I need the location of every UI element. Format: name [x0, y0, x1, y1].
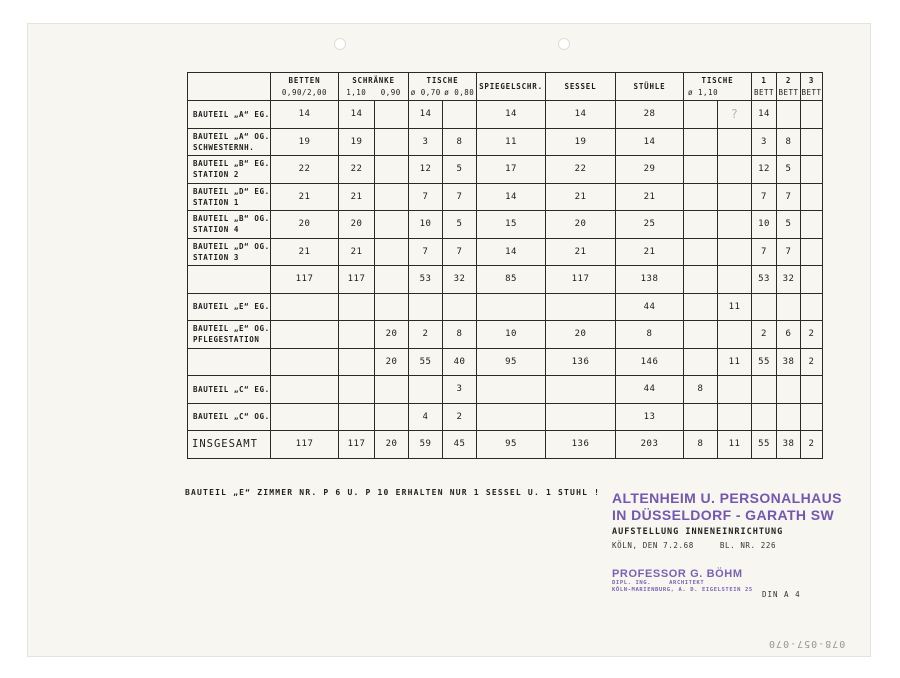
row-label	[188, 376, 271, 404]
punch-hole-right	[558, 38, 570, 50]
table-cell: 5	[777, 156, 801, 184]
row-label-line-2: STATION 3	[193, 252, 240, 262]
row-label-line-1: BAUTEIL „A“ EG.	[193, 109, 270, 119]
table-cell	[546, 293, 616, 321]
table-cell: 15	[477, 211, 546, 239]
table-cell: 11	[718, 293, 752, 321]
table-cell: 22	[271, 156, 339, 184]
table-cell	[375, 376, 409, 404]
row-label	[188, 101, 271, 129]
table-row	[188, 156, 823, 184]
row-label-line-1: BAUTEIL „C“ EG.	[193, 384, 270, 394]
table-cell: 29	[616, 156, 684, 184]
table-cell: 21	[271, 183, 339, 211]
table-cell: 21	[339, 238, 375, 266]
table-cell: 2	[801, 321, 823, 349]
total-cell: 95	[477, 431, 546, 459]
table-cell: 7	[409, 238, 443, 266]
table-cell: 7	[443, 183, 477, 211]
row-label-line-2: STATION 4	[193, 225, 240, 235]
table-cell	[477, 403, 546, 431]
table-cell	[801, 403, 823, 431]
table-cell: 7	[752, 183, 777, 211]
table-row	[188, 321, 823, 349]
table-cell: 14	[271, 101, 339, 129]
table-cell	[801, 211, 823, 239]
table-cell	[752, 293, 777, 321]
punch-hole-left	[334, 38, 346, 50]
table-cell: 8	[443, 128, 477, 156]
table-row	[188, 266, 823, 294]
table-cell	[339, 293, 375, 321]
table-cell	[546, 376, 616, 404]
row-label-line-1: BAUTEIL „D“ EG.	[193, 186, 270, 196]
table-cell: 14	[752, 101, 777, 129]
table-cell	[477, 293, 546, 321]
table-cell: 53	[752, 266, 777, 294]
row-label-line-1: BAUTEIL „B“ EG.	[193, 159, 270, 169]
row-label-line-1: BAUTEIL „C“ OG.	[193, 412, 270, 422]
question-mark: ?	[730, 107, 739, 122]
table-cell	[684, 266, 718, 294]
total-cell: 2	[801, 431, 823, 459]
table-cell	[684, 403, 718, 431]
drawing-subject: AUFSTELLUNG INNENEINRICHTUNG	[612, 527, 784, 537]
sheet-number: BL. NR. 226	[719, 541, 777, 550]
col-stuehle: STÜHLE	[616, 73, 684, 101]
table-cell	[375, 128, 409, 156]
table-cell: 2	[443, 403, 477, 431]
table-cell: 117	[546, 266, 616, 294]
table-cell	[409, 376, 443, 404]
col-betten: BETTEN 0,90/2,00	[271, 73, 339, 101]
total-cell: 55	[752, 431, 777, 459]
table-cell: 21	[546, 238, 616, 266]
table-cell: 117	[271, 266, 339, 294]
table-cell: 55	[752, 348, 777, 376]
row-label-line-2: STATION 2	[193, 170, 240, 180]
table-cell: 138	[616, 266, 684, 294]
table-cell	[684, 101, 718, 129]
table-cell	[801, 156, 823, 184]
table-cell: 21	[616, 183, 684, 211]
table-cell: 4	[409, 403, 443, 431]
row-label	[188, 321, 271, 349]
table-cell: 20	[339, 211, 375, 239]
table-cell	[801, 101, 823, 129]
table-cell	[684, 211, 718, 239]
table-cell: 13	[616, 403, 684, 431]
table-row	[188, 183, 823, 211]
table-cell	[375, 293, 409, 321]
table-cell: 8	[616, 321, 684, 349]
table-cell	[777, 101, 801, 129]
col-sessel: SESSEL	[546, 73, 616, 101]
table-row	[188, 348, 823, 376]
table-cell: 21	[546, 183, 616, 211]
row-label	[188, 348, 271, 376]
table-cell: 53	[409, 266, 443, 294]
table-cell	[271, 321, 339, 349]
table-cell: 32	[443, 266, 477, 294]
architect-stamp	[612, 568, 753, 594]
table-cell: 7	[777, 183, 801, 211]
table-cell	[375, 266, 409, 294]
row-label-line-1: BAUTEIL „A“ OG.	[193, 131, 270, 141]
table-cell: 17	[477, 156, 546, 184]
table-cell	[718, 376, 752, 404]
table-cell	[801, 183, 823, 211]
table-cell: 19	[339, 128, 375, 156]
drawing-date: KÖLN, DEN 7.2.68	[612, 541, 694, 550]
row-label-line-1: BAUTEIL „E“ EG.	[193, 302, 270, 312]
table-cell	[718, 266, 752, 294]
table-cell	[684, 348, 718, 376]
total-cell: 8	[684, 431, 718, 459]
total-label: INSGESAMT	[188, 431, 271, 459]
table-cell: 6	[777, 321, 801, 349]
table-cell	[801, 266, 823, 294]
table-cell	[684, 156, 718, 184]
table-cell	[271, 293, 339, 321]
table-cell: 32	[777, 266, 801, 294]
table-cell: 5	[777, 211, 801, 239]
table-cell: 20	[375, 321, 409, 349]
table-cell	[339, 348, 375, 376]
table-cell	[409, 293, 443, 321]
row-label	[188, 293, 271, 321]
table-cell	[718, 403, 752, 431]
row-label	[188, 403, 271, 431]
table-cell	[718, 101, 752, 129]
row-label-line-1: BAUTEIL „D“ OG.	[193, 241, 270, 251]
table-cell	[718, 238, 752, 266]
paper-format: DIN A 4	[762, 590, 801, 599]
total-cell: 117	[271, 431, 339, 459]
total-cell: 117	[339, 431, 375, 459]
table-cell: 11	[718, 348, 752, 376]
table-cell	[375, 211, 409, 239]
table-row	[188, 238, 823, 266]
table-cell	[752, 403, 777, 431]
table-cell	[801, 293, 823, 321]
table-cell	[777, 376, 801, 404]
table-cell: 5	[443, 156, 477, 184]
project-title-line-1: ALTENHEIM U. PERSONALHAUS	[612, 490, 842, 506]
total-cell: 45	[443, 431, 477, 459]
table-cell: 2	[801, 348, 823, 376]
table-cell	[684, 321, 718, 349]
table-cell: 14	[409, 101, 443, 129]
col-bett-1: 1 BETT	[752, 73, 777, 101]
table-cell: 12	[409, 156, 443, 184]
row-label	[188, 211, 271, 239]
row-label-line-2: PFLEGESTATION	[193, 335, 260, 345]
header-empty-cell	[188, 73, 271, 101]
col-bett-3: 3 BETT	[801, 73, 823, 101]
table-cell	[718, 128, 752, 156]
total-cell: 59	[409, 431, 443, 459]
table-cell: 2	[409, 321, 443, 349]
total-cell: 20	[375, 431, 409, 459]
table-cell: 22	[339, 156, 375, 184]
architect-title: ARCHITEKT	[669, 580, 705, 586]
table-cell: 44	[616, 293, 684, 321]
table-cell: 7	[443, 238, 477, 266]
footnote: BAUTEIL „E“ ZIMMER NR. P 6 U. P 10 ERHALTEN NUR 1 SESSEL U. 1 STUHL !	[185, 488, 601, 497]
table-row	[188, 403, 823, 431]
row-label-line-2: SCHWESTERNH.	[193, 142, 255, 152]
table-cell: 8	[777, 128, 801, 156]
row-label	[188, 238, 271, 266]
total-cell: 11	[718, 431, 752, 459]
table-cell: 146	[616, 348, 684, 376]
table-cell	[271, 376, 339, 404]
table-cell	[801, 238, 823, 266]
table-cell: 5	[443, 211, 477, 239]
table-cell: 14	[616, 128, 684, 156]
table-cell: 7	[777, 238, 801, 266]
table-cell	[718, 156, 752, 184]
row-label-line-1: BAUTEIL „B“ OG.	[193, 214, 270, 224]
row-label-line-2: STATION 1	[193, 197, 240, 207]
row-label	[188, 128, 271, 156]
table-cell: 10	[752, 211, 777, 239]
col-bett-2: 2 BETT	[777, 73, 801, 101]
table-cell: 20	[546, 211, 616, 239]
table-cell: 14	[477, 183, 546, 211]
table-cell	[375, 183, 409, 211]
total-cell: 203	[616, 431, 684, 459]
row-label	[188, 266, 271, 294]
table-cell: 10	[409, 211, 443, 239]
table-cell	[339, 403, 375, 431]
table-cell: 25	[616, 211, 684, 239]
table-cell: 20	[375, 348, 409, 376]
table-cell: 14	[546, 101, 616, 129]
table-cell	[375, 403, 409, 431]
total-cell: 136	[546, 431, 616, 459]
table-cell: 20	[546, 321, 616, 349]
table-cell: 19	[546, 128, 616, 156]
table-cell: 11	[477, 128, 546, 156]
table-cell: 20	[271, 211, 339, 239]
table-cell: 136	[546, 348, 616, 376]
table-cell	[339, 376, 375, 404]
table-cell	[684, 128, 718, 156]
table-cell: 3	[409, 128, 443, 156]
table-cell: 117	[339, 266, 375, 294]
table-cell: 8	[443, 321, 477, 349]
table-cell	[718, 211, 752, 239]
table-cell: 40	[443, 348, 477, 376]
row-label	[188, 183, 271, 211]
row-label-line-1: BAUTEIL „E“ OG.	[193, 324, 270, 334]
table-cell: 14	[477, 238, 546, 266]
table-cell: 7	[409, 183, 443, 211]
table-cell: 44	[616, 376, 684, 404]
table-row	[188, 128, 823, 156]
total-cell: 38	[777, 431, 801, 459]
table-cell: 14	[339, 101, 375, 129]
table-cell	[339, 321, 375, 349]
table-cell	[718, 321, 752, 349]
table-cell: 55	[409, 348, 443, 376]
col-tische: TISCHE ø 0,70 ø 0,80	[409, 73, 477, 101]
table-cell: 2	[752, 321, 777, 349]
table-cell: 3	[752, 128, 777, 156]
table-cell	[777, 293, 801, 321]
table-cell	[684, 183, 718, 211]
col-tische-2: TISCHE ø 1,10	[684, 73, 752, 101]
table-cell: 10	[477, 321, 546, 349]
table-cell: 14	[477, 101, 546, 129]
col-schraenke: SCHRÄNKE 1,10 0,90	[339, 73, 409, 101]
table-cell: 28	[616, 101, 684, 129]
furniture-table	[187, 72, 823, 459]
table-row	[188, 293, 823, 321]
architect-name: PROFESSOR G. BÖHM	[612, 568, 743, 580]
table-cell	[443, 101, 477, 129]
table-cell	[443, 293, 477, 321]
table-cell	[684, 238, 718, 266]
table-cell	[684, 293, 718, 321]
table-cell: 12	[752, 156, 777, 184]
table-cell: 95	[477, 348, 546, 376]
total-row	[188, 431, 823, 459]
table-cell	[375, 101, 409, 129]
table-cell	[752, 376, 777, 404]
archive-number: 078-057-070	[768, 638, 846, 649]
architect-degree: DIPL. ING.	[612, 580, 652, 586]
table-cell: 8	[684, 376, 718, 404]
table-cell	[375, 238, 409, 266]
table-cell	[477, 376, 546, 404]
table-cell	[801, 376, 823, 404]
table-cell	[375, 156, 409, 184]
table-cell	[271, 403, 339, 431]
table-cell: 85	[477, 266, 546, 294]
header-row	[188, 73, 823, 101]
architect-address: KÖLN-MARIENBURG, A. D. EIGELSTEIN 25	[612, 587, 753, 593]
table-cell	[777, 403, 801, 431]
table-row	[188, 376, 823, 404]
table-cell: 38	[777, 348, 801, 376]
title-block	[612, 490, 842, 550]
table-cell: 7	[752, 238, 777, 266]
table-cell: 22	[546, 156, 616, 184]
col-spiegelschr: SPIEGELSCHR.	[477, 73, 546, 101]
table-row	[188, 211, 823, 239]
table-cell	[546, 403, 616, 431]
table-cell	[801, 128, 823, 156]
row-label	[188, 156, 271, 184]
table-cell: 21	[616, 238, 684, 266]
table-cell: 21	[271, 238, 339, 266]
table-row	[188, 101, 823, 129]
table-cell: 21	[339, 183, 375, 211]
table-cell	[271, 348, 339, 376]
table-cell: 3	[443, 376, 477, 404]
table-cell: 19	[271, 128, 339, 156]
table-cell	[718, 183, 752, 211]
project-title-line-2: IN DÜSSELDORF - GARATH SW	[612, 507, 835, 523]
